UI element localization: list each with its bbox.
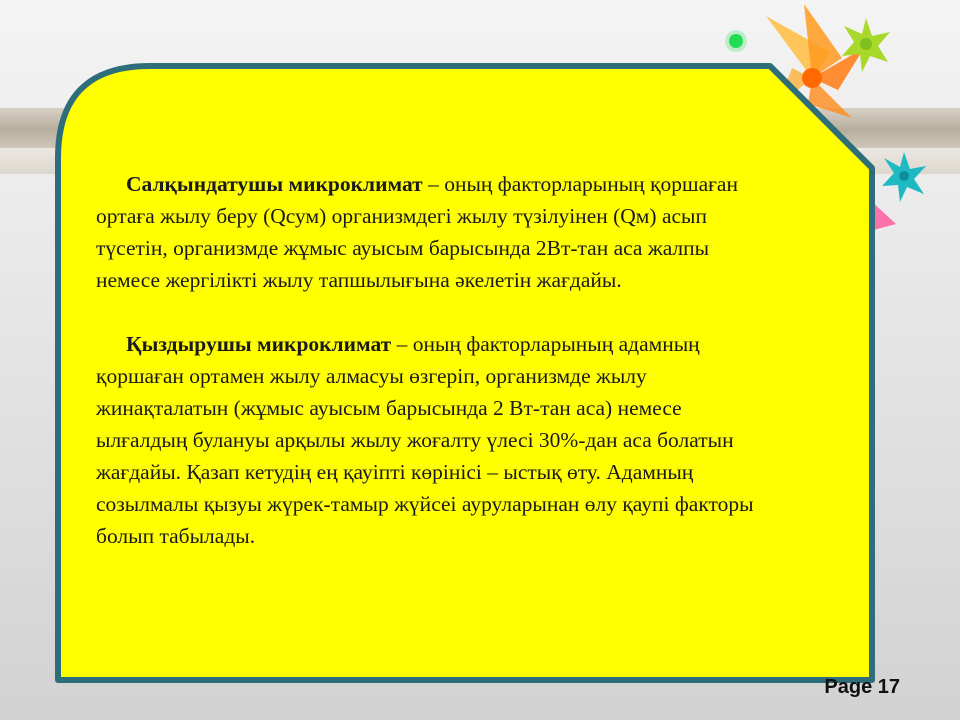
page-number: Page 17 [824, 676, 900, 698]
slide-body [96, 168, 776, 552]
paragraph-cooling [96, 168, 776, 296]
term-heating: Қыздырушы микроклимат [126, 332, 392, 356]
definition-cooling: – оның факторларының қоршаған ортаға жылу беру (Qсум) организмдегі жылу түзілуінен (Qм) асып түсетін, организмде жұмыс ауысым барысында 2Вт-тан аса жалпы немесе жергілікті жылу тапшылығына әкелетін жағдайы. [96, 172, 738, 292]
definition-heating: – оның факторларының адамның қоршаған ортамен жылу алмасуы өзгеріп, организмде жылу жинақталатын (жұмыс ауысым барысында 2 Вт-тан аса) немесе ылғалдың булануы арқылы жылу жоғалту үлесі 30%-дан аса болатын жағдайы. Қазап кетудің ең қауіпті көрінісі – ыстық өту. Адамның созылмалы қызуы жүрек-тамыр жүйсеі ауруларынан өлу қаупі факторы болып табылады. [96, 332, 754, 548]
term-cooling: Салқындатушы микроклимат [126, 172, 423, 196]
paragraph-heating [96, 328, 776, 552]
